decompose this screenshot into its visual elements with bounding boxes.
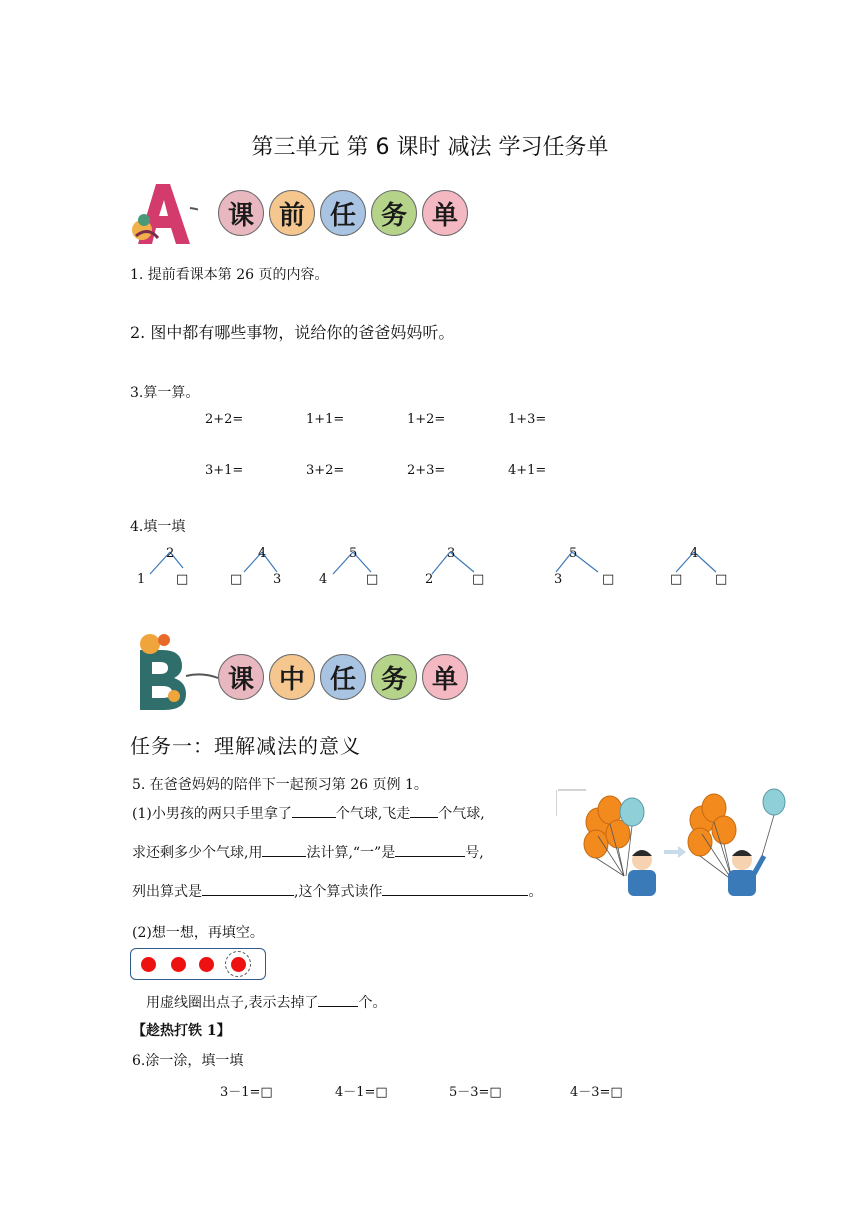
banner-in-class	[128, 632, 473, 712]
q6-eq-2: 4－1=□	[335, 1085, 388, 1100]
balloons-left	[584, 796, 656, 896]
q6-eq-1: 3－1=□	[220, 1085, 273, 1100]
banner-b-char-1: 课	[218, 654, 264, 700]
red-dot-2	[171, 957, 186, 972]
banner-a-char-5: 单	[422, 190, 468, 236]
question-5-part2: (2)想一想，再填空。	[132, 925, 264, 941]
tree-4-top: 3	[447, 546, 456, 561]
eq-r1-2: 1+1=	[306, 412, 345, 427]
tree-6-top: 4	[690, 546, 699, 561]
q6-eq-4: 4－3=□	[570, 1085, 623, 1100]
q5-text-b: 个气球,飞走	[335, 806, 411, 822]
banner-b-circles	[218, 654, 468, 700]
tree-3-left: 4	[319, 572, 328, 587]
page-title: 第三单元 第 6 课时 减法 学习任务单	[251, 135, 609, 160]
blank-read-as[interactable]	[382, 882, 528, 896]
task-1-heading: 任务一：理解减法的意义	[130, 734, 361, 758]
question-6: 6.涂一涂，填一填	[132, 1053, 244, 1069]
q5-part1-line1	[132, 803, 485, 823]
q5-text-i: 。	[528, 884, 543, 900]
banner-b-char-2: 中	[269, 654, 315, 700]
banner-b-char-3: 任	[320, 654, 366, 700]
question-5: 5. 在爸爸妈妈的陪伴下一起预习第 26 页例 1。	[132, 777, 428, 793]
tree-4-left: 2	[425, 572, 434, 587]
eq-r2-4: 4+1=	[508, 463, 547, 478]
question-2: 2. 图中都有哪些事物，说给你的爸爸妈妈听。	[130, 323, 455, 342]
number-tree-lines	[0, 540, 860, 596]
dots-question	[146, 992, 386, 1012]
tree-6-left: □	[670, 572, 683, 587]
blank-operation[interactable]	[262, 843, 306, 857]
q5-text-a: (1)小男孩的两只手里拿了	[132, 806, 292, 822]
blank-sign-name[interactable]	[395, 843, 465, 857]
banner-a-circles	[218, 190, 468, 236]
letter-b-icon	[128, 632, 224, 712]
q6-eq-3: 5－3=□	[449, 1085, 502, 1100]
banner-b-char-5: 单	[422, 654, 468, 700]
banner-b-char-4: 务	[371, 654, 417, 700]
blank-removed-count[interactable]	[318, 993, 358, 1007]
eq-r1-4: 1+3=	[508, 412, 547, 427]
eq-r2-1: 3+1=	[205, 463, 244, 478]
dots-text-b: 个。	[358, 995, 387, 1011]
eq-r2-2: 3+2=	[306, 463, 345, 478]
blank-balloons-flown[interactable]	[410, 804, 438, 818]
q5-text-f: 号,	[465, 845, 484, 861]
question-3: 3.算一算。	[130, 385, 200, 401]
tree-3-right: □	[366, 572, 379, 587]
red-dot-1	[141, 957, 156, 972]
tree-2-left: □	[230, 572, 243, 587]
practice-heading: 【趁热打铁 1】	[132, 1023, 231, 1039]
q5-text-h: ,这个算式读作	[294, 884, 383, 900]
q5-text-e: 法计算,“一”是	[306, 845, 396, 861]
q5-text-g: 列出算式是	[132, 884, 202, 900]
tree-1-right: □	[176, 572, 189, 587]
blank-balloons-held[interactable]	[292, 804, 336, 818]
dots-panel	[130, 948, 266, 980]
q5-text-d: 求还剩多少个气球,用	[132, 845, 263, 861]
blank-equation[interactable]	[202, 882, 294, 896]
tree-5-top: 5	[569, 546, 578, 561]
tree-1-left: 1	[137, 572, 146, 587]
banner-a-char-2: 前	[269, 190, 315, 236]
dots-text-a: 用虚线圈出点子,表示去掉了	[146, 995, 319, 1011]
banner-pre-class	[128, 180, 473, 246]
question-4: 4.填一填	[130, 519, 186, 535]
q5-part1-line2	[132, 842, 484, 862]
tree-2-right: 3	[273, 572, 282, 587]
eq-r1-1: 2+2=	[205, 412, 244, 427]
banner-a-char-4: 务	[371, 190, 417, 236]
tree-3-top: 5	[349, 546, 358, 561]
tree-4-right: □	[472, 572, 485, 587]
tree-2-top: 4	[258, 546, 267, 561]
red-dot-4-circled	[231, 957, 246, 972]
balloon-boy-illustration	[556, 786, 792, 898]
tree-5-left: 3	[554, 572, 563, 587]
banner-a-char-3: 任	[320, 190, 366, 236]
balloons-right	[688, 789, 785, 896]
red-dot-3	[199, 957, 214, 972]
tree-1-top: 2	[166, 546, 175, 561]
q5-part1-line3	[132, 881, 542, 901]
question-1: 1. 提前看课本第 26 页的内容。	[130, 267, 329, 283]
eq-r1-3: 1+2=	[407, 412, 446, 427]
tree-6-right: □	[715, 572, 728, 587]
banner-a-char-1: 课	[218, 190, 264, 236]
letter-a-icon	[128, 180, 198, 246]
eq-r2-3: 2+3=	[407, 463, 446, 478]
tree-5-right: □	[602, 572, 615, 587]
q5-text-c: 个气球,	[438, 806, 485, 822]
